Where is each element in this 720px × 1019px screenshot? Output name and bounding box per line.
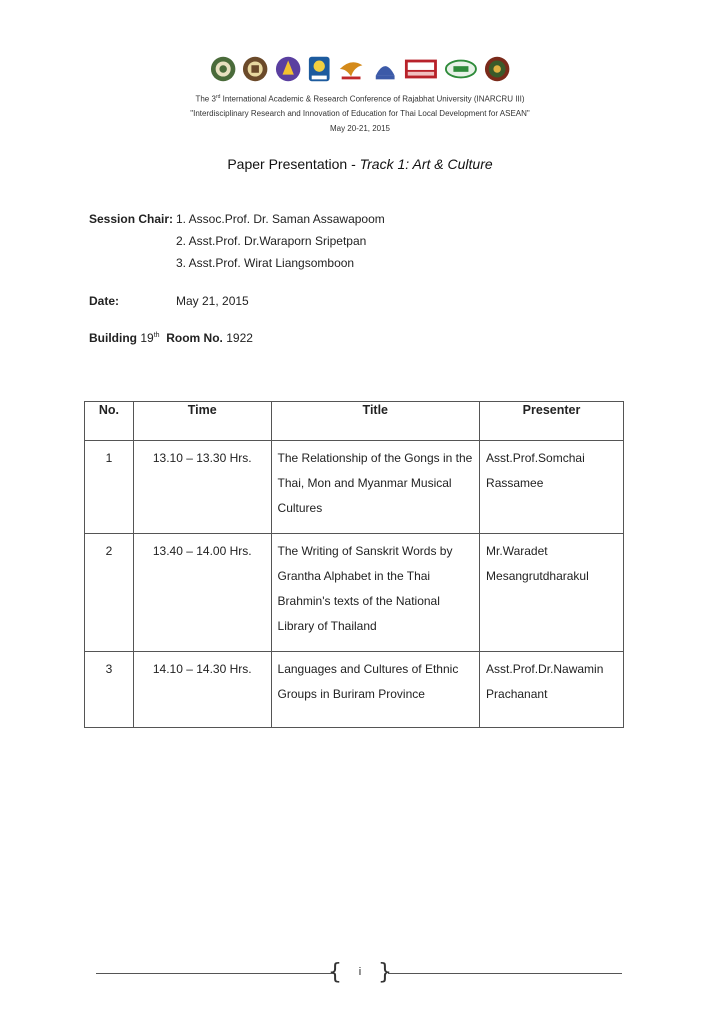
vnu-logo bbox=[444, 58, 478, 80]
upm-logo bbox=[404, 58, 438, 80]
conference-theme: "Interdisciplinary Research and Innovation of Education for Thai Local Development for ASEAN" bbox=[190, 109, 530, 118]
row-time: 13.10 – 13.30 Hrs. bbox=[133, 441, 271, 534]
presentation-schedule-table bbox=[84, 401, 624, 728]
row-time: 14.10 – 14.30 Hrs. bbox=[133, 652, 271, 728]
row-presenter: Asst.Prof.Somchai Rassamee bbox=[480, 441, 624, 534]
university-seal-2-logo bbox=[242, 55, 268, 83]
page-number: i bbox=[358, 966, 362, 978]
row-presenter: Asst.Prof.Dr.Nawamin Prachanant bbox=[480, 652, 624, 728]
building-room: Building 19th Room No. 1922 bbox=[89, 331, 253, 345]
row-title: Languages and Cultures of Ethnic Groups in Buriram Province bbox=[271, 652, 480, 728]
university-seal-3-logo bbox=[275, 55, 301, 83]
header-title: Title bbox=[271, 402, 480, 441]
page-title: Paper Presentation - Track 1: Art & Culture bbox=[227, 156, 493, 172]
row-title: The Writing of Sanskrit Words by Grantha Alphabet in the Thai Brahmin's texts of the National Library of Thailand bbox=[271, 534, 480, 652]
header-time: Time bbox=[133, 402, 271, 441]
date-label: Date: bbox=[89, 294, 120, 308]
row-presenter: Mr.Waradet Mesangrutdharakul bbox=[480, 534, 624, 652]
university-seal-9-logo bbox=[484, 55, 510, 83]
session-chair-label: Session Chair: bbox=[89, 212, 174, 226]
session-chair-2: 2. Asst.Prof. Dr.Waraporn Sripetpan bbox=[176, 234, 367, 248]
row-no: 1 bbox=[85, 441, 134, 534]
table-row bbox=[85, 534, 624, 652]
header-no: No. bbox=[85, 402, 134, 441]
footer-rule-left bbox=[96, 973, 334, 974]
header-presenter: Presenter bbox=[480, 402, 624, 441]
session-chair-3: 3. Asst.Prof. Wirat Liangsomboon bbox=[176, 256, 355, 270]
footer-rule-right bbox=[388, 973, 622, 974]
university-seal-1-logo bbox=[210, 55, 236, 83]
footer-right-brace: } bbox=[378, 960, 392, 985]
nrcu-logo bbox=[307, 54, 331, 84]
table-header-row bbox=[85, 402, 624, 441]
row-time: 13.40 – 14.00 Hrs. bbox=[133, 534, 271, 652]
conference-dates: May 20-21, 2015 bbox=[329, 124, 391, 133]
row-no: 3 bbox=[85, 652, 134, 728]
dome-logo bbox=[372, 54, 398, 84]
sponsor-logos bbox=[210, 50, 510, 88]
table-row bbox=[85, 652, 624, 728]
table-row bbox=[85, 441, 624, 534]
conference-name: The 3rd International Academic & Research Conference of Rajabhat University (INARCRU III) bbox=[195, 94, 525, 104]
bird-logo bbox=[337, 55, 365, 83]
footer-left-brace: { bbox=[328, 960, 342, 985]
row-title: The Relationship of the Gongs in the Thai, Mon and Myanmar Musical Cultures bbox=[271, 441, 480, 534]
date-value: May 21, 2015 bbox=[176, 294, 249, 308]
session-chair-1: 1. Assoc.Prof. Dr. Saman Assawapoom bbox=[176, 212, 385, 226]
row-no: 2 bbox=[85, 534, 134, 652]
